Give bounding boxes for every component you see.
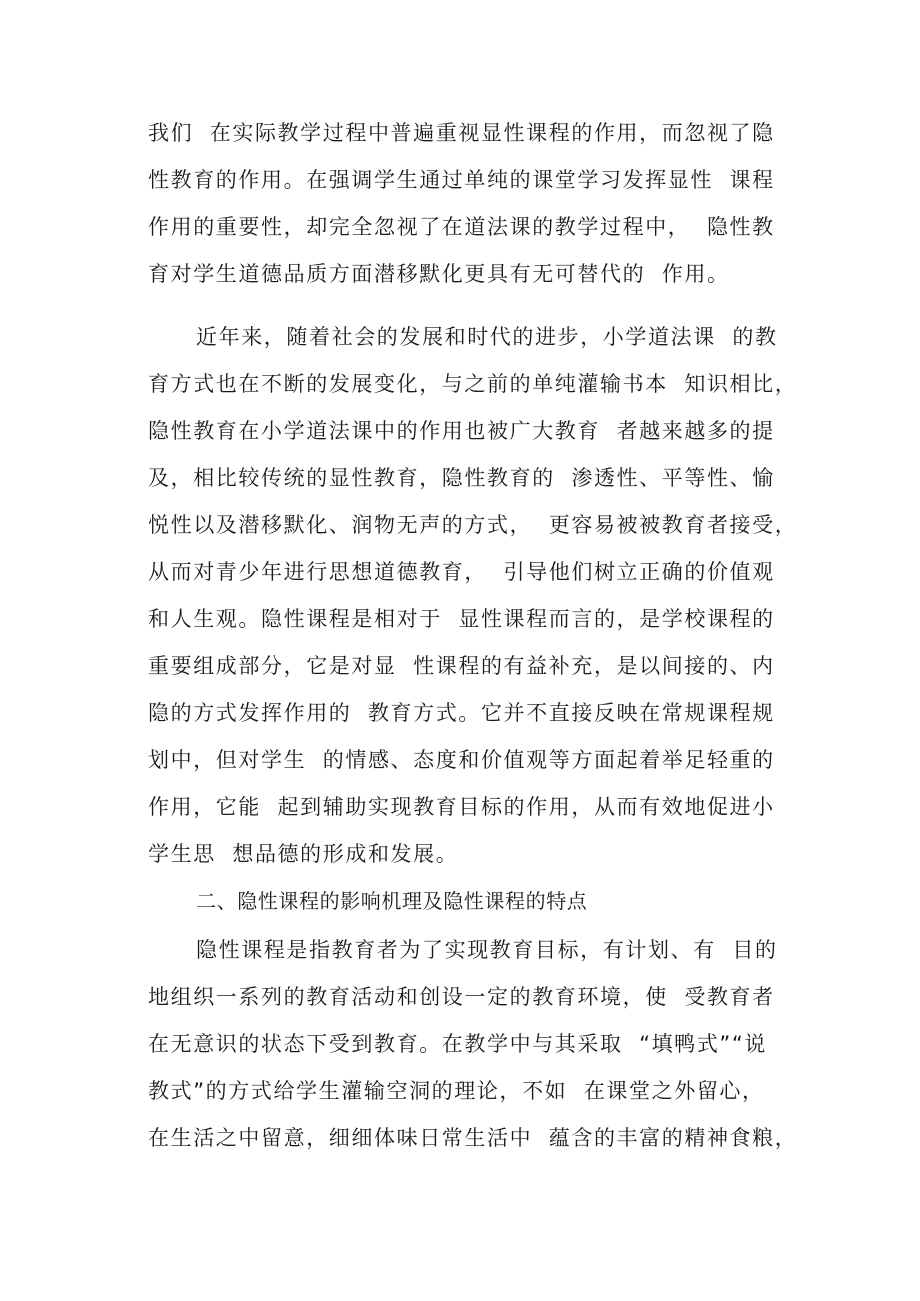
text-line: 作用的重要性，却完全忽视了在道法课的教学过程中， 隐性教: [148, 215, 775, 239]
text-line: 隐性教育在小学道法课中的作用也被广大教育 者越来越多的提: [148, 419, 775, 443]
paragraph-first-line: 隐性课程是指教育者为了实现教育目标，有计划、有 目的: [196, 938, 778, 962]
text-line: 从而对青少年进行思想道德教育， 引导他们树立正确的价值观: [148, 560, 775, 584]
text-line: 划中，但对学生 的情感、态度和价值观等方面起着举足轻重的: [148, 748, 775, 772]
text-line: 育方式也在不断的发展变化，与之前的单纯灌输书本 知识相比，: [148, 372, 798, 396]
text-line: 作用，它能 起到辅助实现教育目标的作用，从而有效地促进小: [148, 795, 775, 819]
paragraph-first-line: 近年来，随着社会的发展和时代的进步，小学道法课 的教: [196, 325, 778, 349]
text-line: 育对学生道德品质方面潜移默化更具有无可替代的 作用。: [148, 262, 730, 286]
text-line: 和人生观。隐性课程是相对于 显性课程而言的，是学校课程的: [148, 607, 775, 631]
text-line: 地组织一系列的教育活动和创设一定的教育环境，使 受教育者: [148, 985, 775, 1009]
text-line: 及，相比较传统的显性教育，隐性教育的 渗透性、平等性、愉: [148, 466, 775, 490]
text-line: 隐的方式发挥作用的 教育方式。它并不直接反映在常规课程规: [148, 701, 775, 725]
text-line: 学生思 想品德的形成和发展。: [148, 842, 459, 866]
section-heading: 二、隐性课程的影响机理及隐性课程的特点: [196, 889, 588, 913]
text-line: 在生活之中留意，细细体味日常生活中 蕴含的丰富的精神食粮，: [148, 1126, 798, 1150]
text-line: 性教育的作用。在强调学生通过单纯的课堂学习发挥显性 课程: [148, 168, 775, 192]
text-line: 我们 在实际教学过程中普遍重视显性课程的作用，而忽视了隐: [148, 121, 775, 145]
text-line: 在无意识的状态下受到教育。在教学中与其采取 “填鸭式”“说: [148, 1032, 767, 1056]
text-line: 重要组成部分，它是对显 性课程的有益补充，是以间接的、内: [148, 654, 775, 678]
text-line: 悦性以及潜移默化、润物无声的方式， 更容易被被教育者接受，: [148, 513, 798, 537]
text-line: 教式”的方式给学生灌输空洞的理论，不如 在课堂之外留心，: [148, 1079, 765, 1103]
